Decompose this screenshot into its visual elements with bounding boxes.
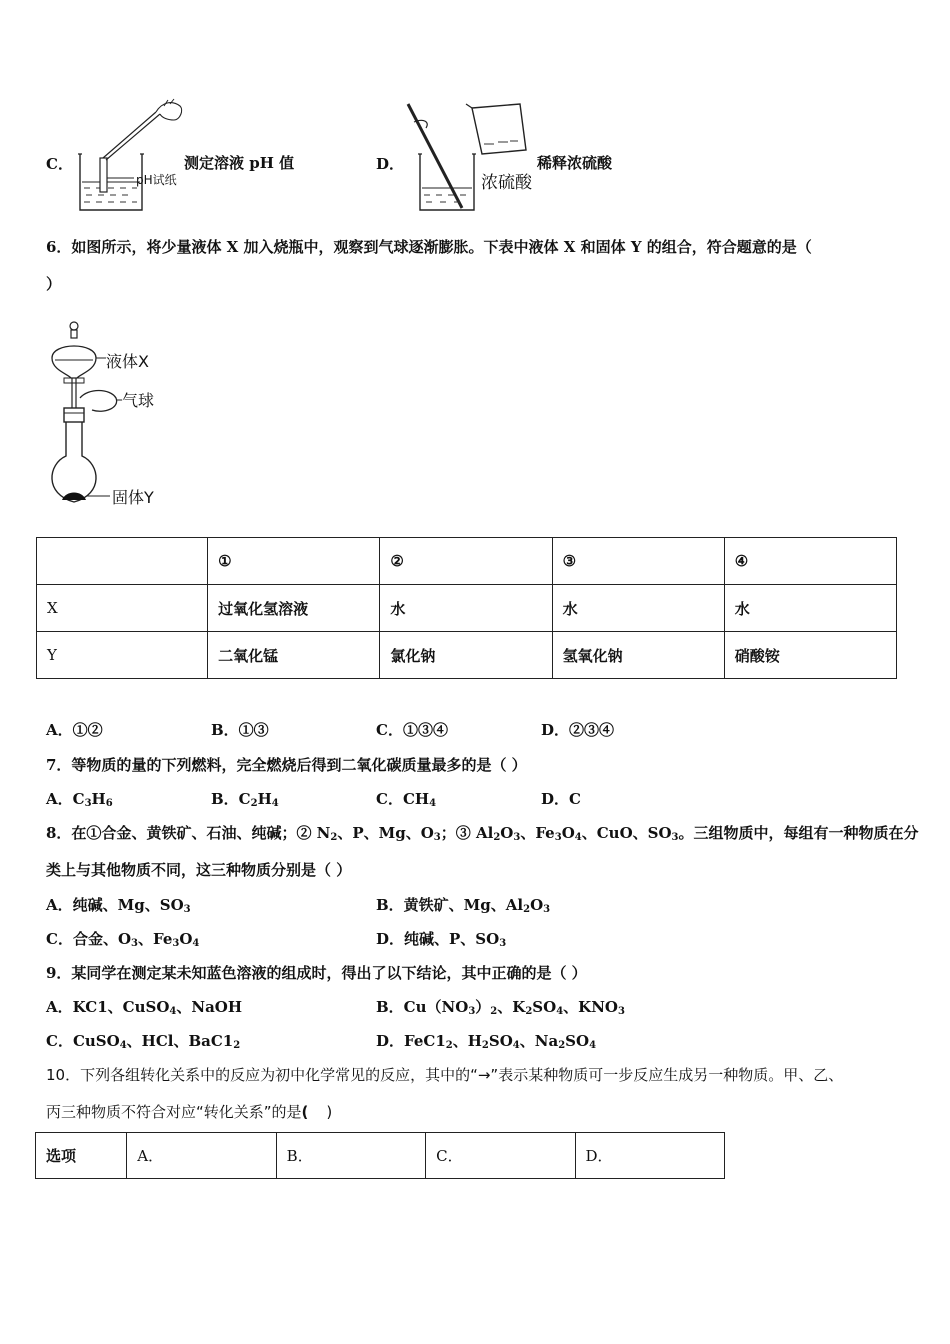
q5-c-letter: C． <box>46 155 73 173</box>
table-cell[interactable]: B． <box>276 1133 425 1179</box>
q8-option-d[interactable]: D．纯碱、P、$SO_3$ <box>376 930 507 949</box>
q8-option-b[interactable]: B．黄铁矿、Mg、$Al_2O_3$ <box>376 896 551 915</box>
acid-label: 浓硫酸 <box>481 173 532 193</box>
q6-option-c[interactable]: C．①③④ <box>376 721 448 739</box>
liquid-x-label: 液体X <box>106 352 149 371</box>
table-row <box>37 538 897 585</box>
q5-d-letter: D． <box>376 155 405 173</box>
table-cell[interactable]: A． <box>127 1133 276 1179</box>
table-cell: ② <box>380 538 552 585</box>
table-cell[interactable]: D． <box>575 1133 724 1179</box>
dilute-acid-figure <box>400 100 530 216</box>
table-cell: Y <box>37 632 208 679</box>
q6-stem: 6．如图所示，将少量液体 X 加入烧瓶中，观察到气球逐渐膨胀。下表中液体 X 和固体 Y 的组合，符合题意的是（ <box>46 238 812 256</box>
q7-option-b[interactable]: B．$C_2H_4$ <box>211 790 279 809</box>
table-cell: ① <box>208 538 380 585</box>
q8-stem-line1: 8．在①合金、黄铁矿、石油、纯碱；② $N_2$、P、Mg、$O_3$；③ $Al_2O_3$、$Fe_3O_4$、CuO、$SO_3$。三组物质中，每组有一种物质在分 <box>46 824 919 843</box>
table-cell: X <box>37 585 208 632</box>
q9-stem: 9．某同学在测定某未知蓝色溶液的组成时，得出了以下结论，其中正确的是（ ） <box>46 964 587 982</box>
q6-option-d[interactable]: D．②③④ <box>541 721 615 739</box>
table-cell: 氯化钠 <box>380 632 552 679</box>
table-cell: 选项 <box>36 1133 127 1179</box>
table-cell: 硝酸铵 <box>724 632 896 679</box>
table-cell: 过氧化氢溶液 <box>208 585 380 632</box>
q5-c-caption: 测定溶液 pH 值 <box>184 154 295 172</box>
table-cell: 水 <box>380 585 552 632</box>
flask-apparatus-figure <box>44 318 164 508</box>
q9-option-b[interactable]: B．$Cu(NO_3)_2$、$K_2SO_4$、$KNO_3$ <box>376 998 625 1017</box>
q7-option-c[interactable]: C．$CH_4$ <box>376 790 437 809</box>
q9-option-a[interactable]: A．KC1、CuSO$_4$、NaOH <box>46 998 243 1017</box>
table-cell: 氢氧化钠 <box>552 632 724 679</box>
table-cell: ③ <box>552 538 724 585</box>
q5-d-caption: 稀释浓硫酸 <box>537 154 613 172</box>
q6-option-a[interactable]: A．①② <box>46 721 103 739</box>
q6-stem-end: ） <box>46 275 62 293</box>
q10-stem-line2: 丙三种物质不符合对应“转化关系”的是( ) <box>46 1103 333 1121</box>
q8-option-a[interactable]: A．纯碱、Mg、$SO_3$ <box>46 896 191 915</box>
table-cell <box>37 538 208 585</box>
q6-option-b[interactable]: B．①③ <box>211 721 269 739</box>
q6-table <box>36 537 897 679</box>
table-cell[interactable]: C． <box>426 1133 575 1179</box>
q10-table <box>35 1132 725 1179</box>
table-cell: 二氧化锰 <box>208 632 380 679</box>
q7-stem: 7．等物质的量的下列燃料，完全燃烧后得到二氧化碳质量最多的是（ ） <box>46 756 527 774</box>
q8-option-c[interactable]: C．合金、$O_3$、$Fe_3O_4$ <box>46 930 200 949</box>
table-cell: 水 <box>724 585 896 632</box>
q7-option-a[interactable]: A．$C_3H_6$ <box>46 790 113 809</box>
solid-y-label: 固体Y <box>112 488 154 507</box>
table-row <box>37 632 897 679</box>
table-row <box>36 1133 725 1179</box>
q9-option-d[interactable]: D．$FeC1_2$、$H_2SO_4$、$Na_2SO_4$ <box>376 1032 597 1051</box>
ph-test-figure <box>76 98 186 216</box>
ph-paper-label: pH试纸 <box>136 173 177 187</box>
table-row <box>37 585 897 632</box>
q10-stem-line1: 10．下列各组转化关系中的反应为初中化学常见的反应，其中的“→”表示某种物质可一步反应生成另一种物质。甲、乙、 <box>46 1066 844 1084</box>
table-cell: ④ <box>724 538 896 585</box>
q8-stem-line2: 类上与其他物质不同，这三种物质分别是（ ） <box>46 861 352 879</box>
q9-option-c[interactable]: C．CuSO$_4$、HCl、$BaC1_2$ <box>46 1032 241 1051</box>
q7-option-d[interactable]: D．C <box>541 790 581 808</box>
table-cell: 水 <box>552 585 724 632</box>
balloon-label: 气球 <box>122 391 155 410</box>
